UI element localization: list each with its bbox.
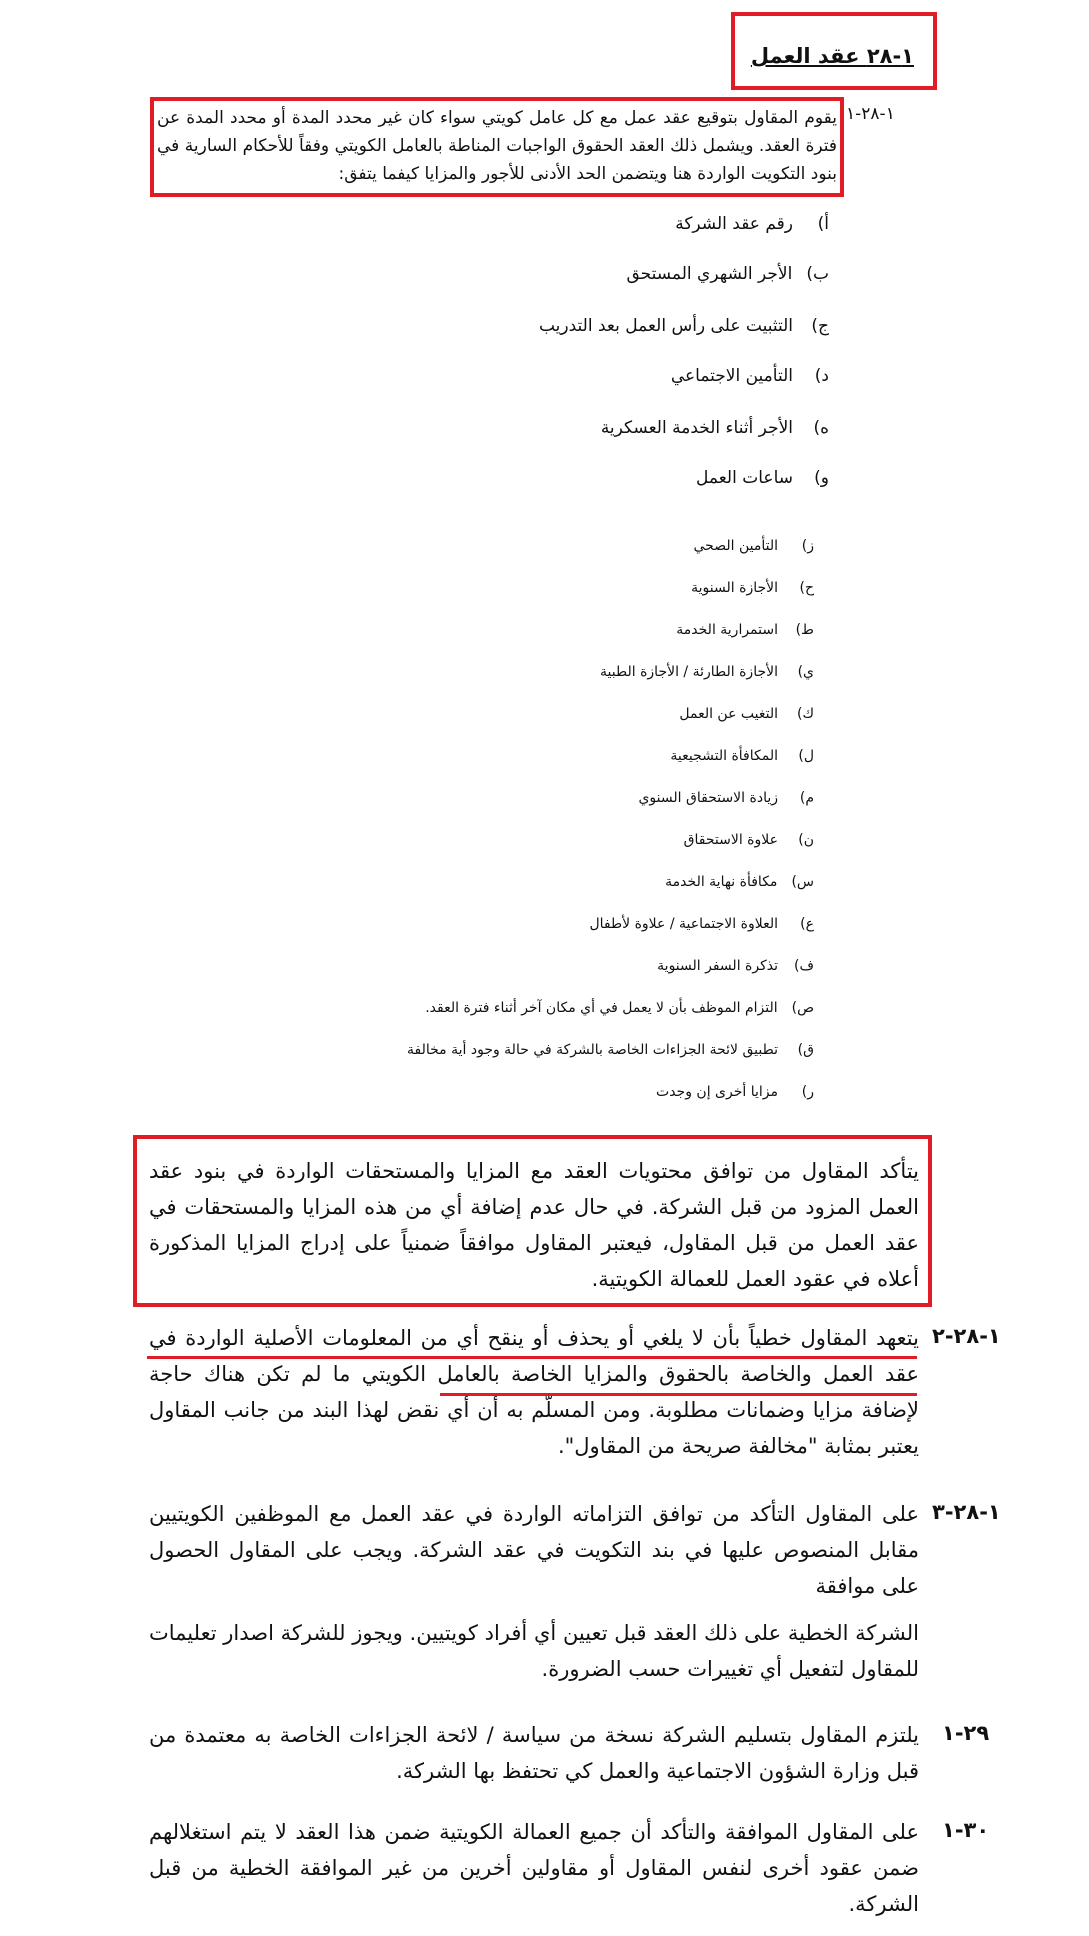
boxed-note-text: يتأكد المقاول من توافق محتويات العقد مع المزايا والمستحقات الواردة في بنود عقد العمل المزود من قبل الشركة. في حال عدم إضافة أي من هذه المزايا والمستحقات في عقد العمل من قبل المقاول، فيعتبر المقاول موافقاً ضمنياً على إدراج المزايا المذكورة أعلاه في عقود العمل للعمالة الكويتية. bbox=[149, 1159, 919, 1291]
list-item: أ) رقم عقد الشركة bbox=[675, 214, 829, 234]
list-item: ن) علاوة الاستحقاق bbox=[683, 832, 814, 848]
list-item: ص) التزام الموظف بأن لا يعمل في أي مكان آخر أثناء فترة العقد. bbox=[425, 1000, 814, 1016]
clause-number: ٢٩-١ bbox=[942, 1721, 990, 1745]
list-item: و) ساعات العمل bbox=[696, 468, 829, 488]
list-item: ج) التثبيت على رأس العمل بعد التدريب bbox=[538, 316, 829, 336]
list-item: ه) الأجر أثناء الخدمة العسكرية bbox=[600, 418, 829, 438]
clause-3-continuation: الشركة الخطية على ذلك العقد قبل تعيين أي أفراد كويتيين. ويجوز للشركة اصدار تعليمات للمقاول لتفعيل أي تغييرات حسب الضرورة. bbox=[149, 1621, 919, 1681]
clause-number: ١-٢٨-٣ bbox=[932, 1500, 1001, 1524]
list-item: س) مكافأة نهاية الخدمة bbox=[665, 874, 814, 890]
list-item: ع) العلاوة الاجتماعية / علاوة لأطفال bbox=[589, 916, 814, 932]
clause-3-text: على المقاول التأكد من توافق التزاماته الواردة في عقد العمل مع الموظفين الكويتيين مقابل المنصوص عليها في بند التكويت في عقد الشركة. ويجب على المقاول الحصول على موافقة bbox=[149, 1502, 919, 1598]
list-item: ر) مزايا أخرى إن وجدت bbox=[656, 1084, 814, 1100]
red-underline bbox=[147, 1356, 917, 1359]
list-item: ي) الأجازة الطارئة / الأجازة الطبية bbox=[600, 664, 814, 680]
list-item: ل) المكافأة التشجيعية bbox=[670, 748, 814, 764]
list-item: ز) التأمين الصحي bbox=[693, 538, 814, 554]
clause-29-text: يلتزم المقاول بتسليم الشركة نسخة من سياسة / لائحة الجزاءات الخاصة به معتمدة من قبل وزارة الشؤون الاجتماعية والعمل كي تحتفظ بها الشركة. bbox=[149, 1723, 919, 1783]
clause-number: ٣٠-١ bbox=[942, 1818, 990, 1842]
list-item: د) التأمين الاجتماعي bbox=[670, 366, 829, 386]
list-item: ط) استمرارية الخدمة bbox=[676, 622, 814, 638]
red-underline bbox=[440, 1393, 917, 1396]
clause-number: ١-٢٨-٢ bbox=[932, 1324, 1001, 1348]
list-item: ب) الأجر الشهري المستحق bbox=[626, 264, 829, 284]
clause-number: ١-٢٨-١ bbox=[846, 104, 895, 124]
section-title: ١-٢٨ عقد العمل bbox=[750, 44, 914, 68]
clause-2-text: يتعهد المقاول خطياً بأن لا يلغي أو يحذف أو ينقح أي من المعلومات الأصلية الواردة في عقد العمل والخاصة بالحقوق والمزايا الخاصة بالعامل الكويتي ما لم تكن هناك حاجة لإضافة مزايا وضمانات مطلوبة. ومن المسلّم به أن أي نقض لهذا البند من جانب المقاول يعتبر بمثابة "مخالفة صريحة من المقاول". bbox=[149, 1326, 919, 1458]
list-item: ق) تطبيق لائحة الجزاءات الخاصة بالشركة في حالة وجود أية مخالفة bbox=[407, 1042, 814, 1058]
list-item: ف) تذكرة السفر السنوية bbox=[657, 958, 814, 974]
list-item: ك) التغيب عن العمل bbox=[679, 706, 814, 722]
list-item: ح) الأجازة السنوية bbox=[691, 580, 814, 596]
clause-1-text: يقوم المقاول بتوقيع عقد عمل مع كل عامل كويتي سواء كان غير محدد المدة أو محدد المدة عن فترة العقد. ويشمل ذلك العقد الحقوق الواجبات المناطة بالعامل الكويتي وفقاً للأحكام السارية في بنود التكويت الواردة هنا ويتضمن الحد الأدنى للأجور والمزايا كيفما يتفق: bbox=[157, 108, 837, 184]
list-item: م) زيادة الاستحقاق السنوي bbox=[638, 790, 814, 806]
clause-30-text: على المقاول الموافقة والتأكد أن جميع العمالة الكويتية ضمن هذا العقد لا يتم استغلالهم ضمن عقود أخرى لنفس المقاول أو مقاولين أخرين من غير الموافقة الخطية من قبل الشركة. bbox=[149, 1820, 919, 1916]
